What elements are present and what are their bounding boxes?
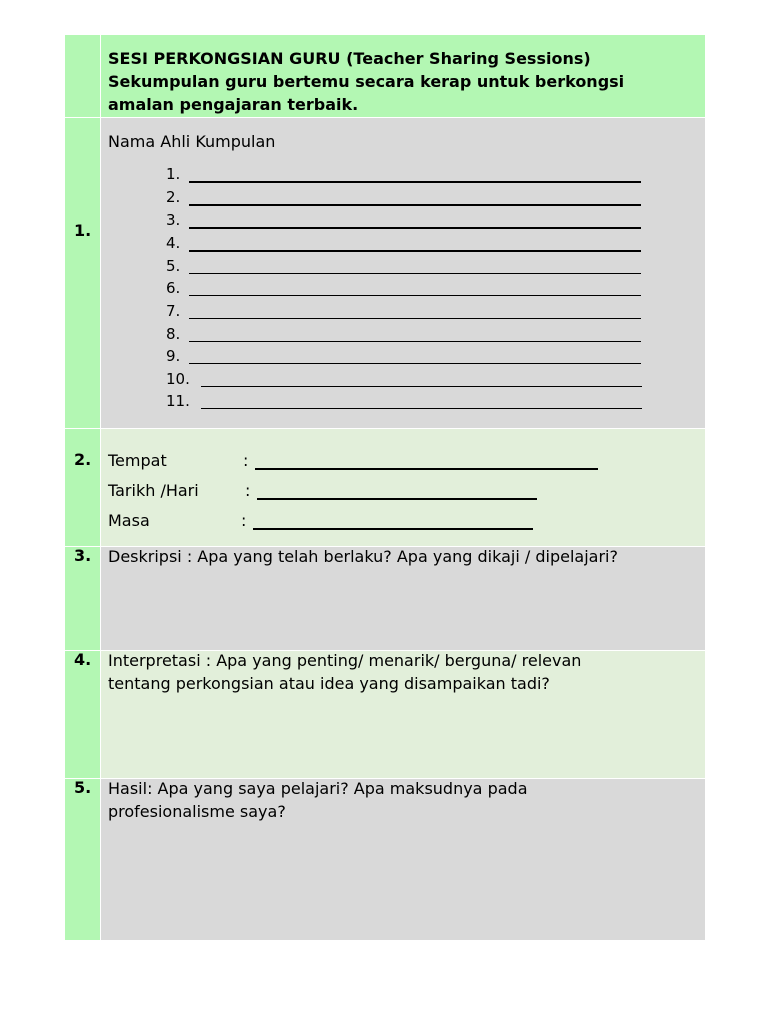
- section-2-number: 2.: [74, 450, 92, 469]
- member-7-line[interactable]: [189, 318, 641, 319]
- section-4-content[interactable]: [101, 651, 705, 778]
- member-5-line[interactable]: [189, 273, 641, 274]
- member-3-number: 3.: [166, 211, 181, 229]
- section-1-label: Nama Ahli Kumpulan: [108, 132, 276, 151]
- hasil-prompt-line1: Hasil: Apa yang saya pelajari? Apa maksudnya pada: [108, 779, 528, 798]
- interpretasi-prompt-line1: Interpretasi : Apa yang penting/ menarik/ berguna/ relevan: [108, 651, 582, 670]
- section-3-number: 3.: [74, 546, 92, 565]
- section-5-number-cell: [65, 779, 101, 940]
- header-content: [101, 35, 705, 117]
- member-5-number: 5.: [166, 257, 181, 275]
- member-4-number: 4.: [166, 234, 181, 252]
- section-3-number-cell: [65, 547, 101, 650]
- member-11-line[interactable]: [201, 408, 642, 409]
- header-number-cell: [65, 35, 101, 117]
- member-6-number: 6.: [166, 279, 181, 297]
- section-1-number-cell: [65, 118, 101, 428]
- form-subtitle-line1: Sekumpulan guru bertemu secara kerap untuk berkongsi: [108, 72, 625, 91]
- hasil-prompt-line2: profesionalisme saya?: [108, 802, 286, 821]
- member-9-number: 9.: [166, 347, 181, 365]
- member-7-number: 7.: [166, 302, 181, 320]
- section-2-row: [65, 429, 705, 547]
- form-subtitle-line2: amalan pengajaran terbaik.: [108, 95, 359, 114]
- member-4-line[interactable]: [189, 250, 641, 252]
- tarikh-hari-colon: :: [245, 481, 251, 500]
- member-10-number: 10.: [166, 370, 190, 388]
- section-1-row: [65, 118, 705, 429]
- deskripsi-prompt: Deskripsi : Apa yang telah berlaku? Apa yang dikaji / dipelajari?: [108, 547, 618, 566]
- masa-label: Masa: [108, 511, 150, 530]
- member-2-line[interactable]: [189, 204, 641, 206]
- member-11-number: 11.: [166, 392, 190, 410]
- section-4-number-cell: [65, 651, 101, 778]
- member-8-line[interactable]: [189, 341, 641, 342]
- member-9-line[interactable]: [189, 363, 641, 364]
- section-3-row: [65, 547, 705, 651]
- member-3-line[interactable]: [189, 227, 641, 229]
- member-10-line[interactable]: [201, 386, 642, 387]
- member-8-number: 8.: [166, 325, 181, 343]
- section-2-content: [101, 429, 705, 546]
- masa-colon: :: [241, 511, 247, 530]
- tempat-field[interactable]: [255, 468, 598, 470]
- tempat-colon: :: [243, 451, 249, 470]
- header-row: [65, 35, 705, 118]
- tempat-label: Tempat: [108, 451, 167, 470]
- section-1-content: [101, 118, 705, 428]
- section-5-number: 5.: [74, 778, 92, 797]
- form-title: SESI PERKONGSIAN GURU (Teacher Sharing Sessions): [108, 49, 591, 68]
- masa-field[interactable]: [253, 528, 533, 530]
- member-1-number: 1.: [166, 165, 181, 183]
- section-4-row: [65, 651, 705, 779]
- section-2-number-cell: [65, 429, 101, 546]
- section-1-number: 1.: [74, 221, 92, 240]
- member-6-line[interactable]: [189, 295, 641, 296]
- tarikh-hari-field[interactable]: [257, 498, 537, 500]
- section-5-row: [65, 779, 705, 940]
- tarikh-hari-label: Tarikh /Hari: [108, 481, 199, 500]
- member-1-line[interactable]: [189, 181, 641, 183]
- interpretasi-prompt-line2: tentang perkongsian atau idea yang disampaikan tadi?: [108, 674, 550, 693]
- member-2-number: 2.: [166, 188, 181, 206]
- section-5-content[interactable]: [101, 779, 705, 940]
- teacher-sharing-form: [65, 35, 705, 940]
- section-4-number: 4.: [74, 650, 92, 669]
- section-3-content[interactable]: [101, 547, 705, 650]
